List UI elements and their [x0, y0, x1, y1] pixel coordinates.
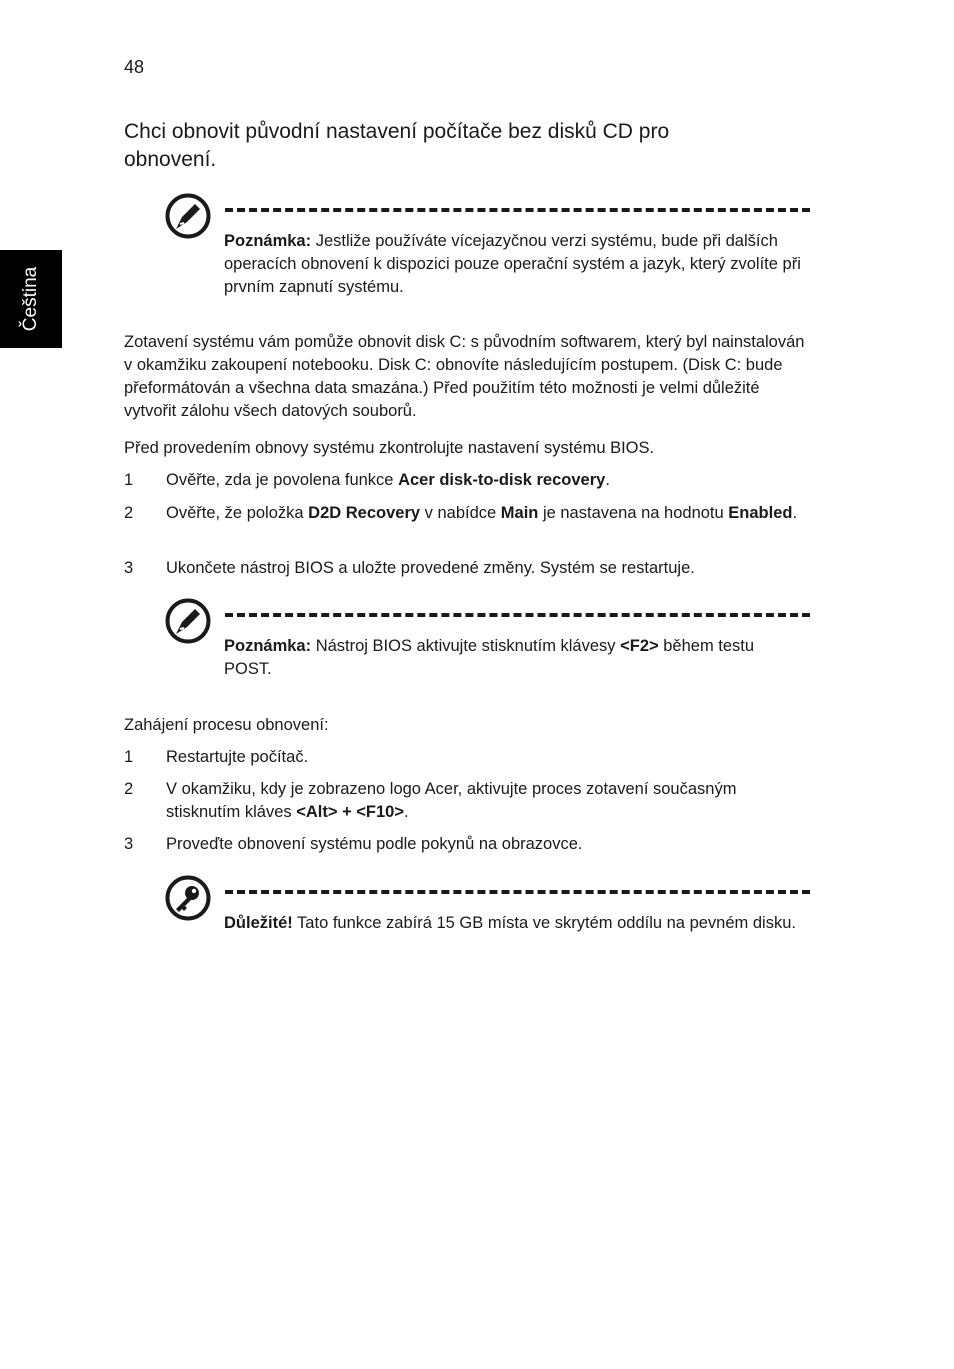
list-item-text: V okamžiku, kdy je zobrazeno logo Acer, aktivujte proces zotavení současným stisknutím kláves <Alt> + <F10>. [166, 780, 737, 821]
list-item-number: 2 [124, 504, 134, 522]
bios-intro: Před provedením obnovy systému zkontrolujte nastavení systému BIOS. [124, 439, 655, 457]
list-item-text: Ověřte, že položka D2D Recovery v nabídce Main je nastavena na hodnotu Enabled. [166, 504, 798, 522]
list-item-text: Restartujte počítač. [166, 748, 309, 766]
page-number: 48 [124, 57, 145, 77]
key-icon [165, 875, 211, 921]
language-tab [0, 250, 62, 348]
recovery-intro: Zahájení procesu obnovení: [124, 716, 329, 734]
list-item-number: 3 [124, 835, 134, 853]
note-label: Poznámka: [224, 637, 312, 655]
section-heading: Chci obnovit původní nastavení počítače bez disků CD pro obnovení. [124, 120, 670, 171]
note-text: Poznámka: Nástroj BIOS aktivujte stisknutím klávesy <F2> během testu POST. [224, 637, 755, 678]
intro-paragraph: Zotavení systému vám pomůže obnovit disk C: s původním softwarem, který byl nainstalován v okamžiku zakoupení notebooku. Disk C: obnovíte následujícím postupem. (Disk C: bude přeformátován a všechna data smazána.) Před použitím této možnosti je velmi důležité vytvořit zálohu všech datových souborů. [124, 333, 805, 420]
important-divider [225, 890, 810, 894]
language-tab-label: Čeština [20, 266, 41, 332]
note-pen-icon [165, 598, 211, 644]
note-divider [225, 613, 810, 617]
note-pen-icon [165, 193, 211, 239]
list-item-text: Proveďte obnovení systému podle pokynů na obrazovce. [166, 835, 583, 853]
important-body: Tato funkce zabírá 15 GB místa ve skrytém oddílu na pevném disku. [292, 914, 796, 932]
list-item-text: Ukončete nástroj BIOS a uložte provedené změny. Systém se restartuje. [166, 559, 695, 577]
list-item-text: Ověřte, zda je povolena funkce Acer disk-to-disk recovery. [166, 471, 610, 489]
list-item-number: 3 [124, 559, 134, 577]
note-body: Jestliže používáte vícejazyčnou verzi systému, bude při dalších operacích obnovení k dispozici pouze operační systém a jazyk, který zvolíte při prvním zapnutí systému. [224, 232, 801, 296]
note-divider [225, 208, 810, 212]
list-item-number: 2 [124, 780, 134, 798]
list-item-number: 1 [124, 748, 134, 766]
note-label: Poznámka: [224, 232, 312, 250]
note-text [224, 230, 804, 299]
list-item-number: 1 [124, 471, 134, 489]
important-label: Důležité! [224, 914, 293, 932]
important-text [224, 912, 804, 935]
